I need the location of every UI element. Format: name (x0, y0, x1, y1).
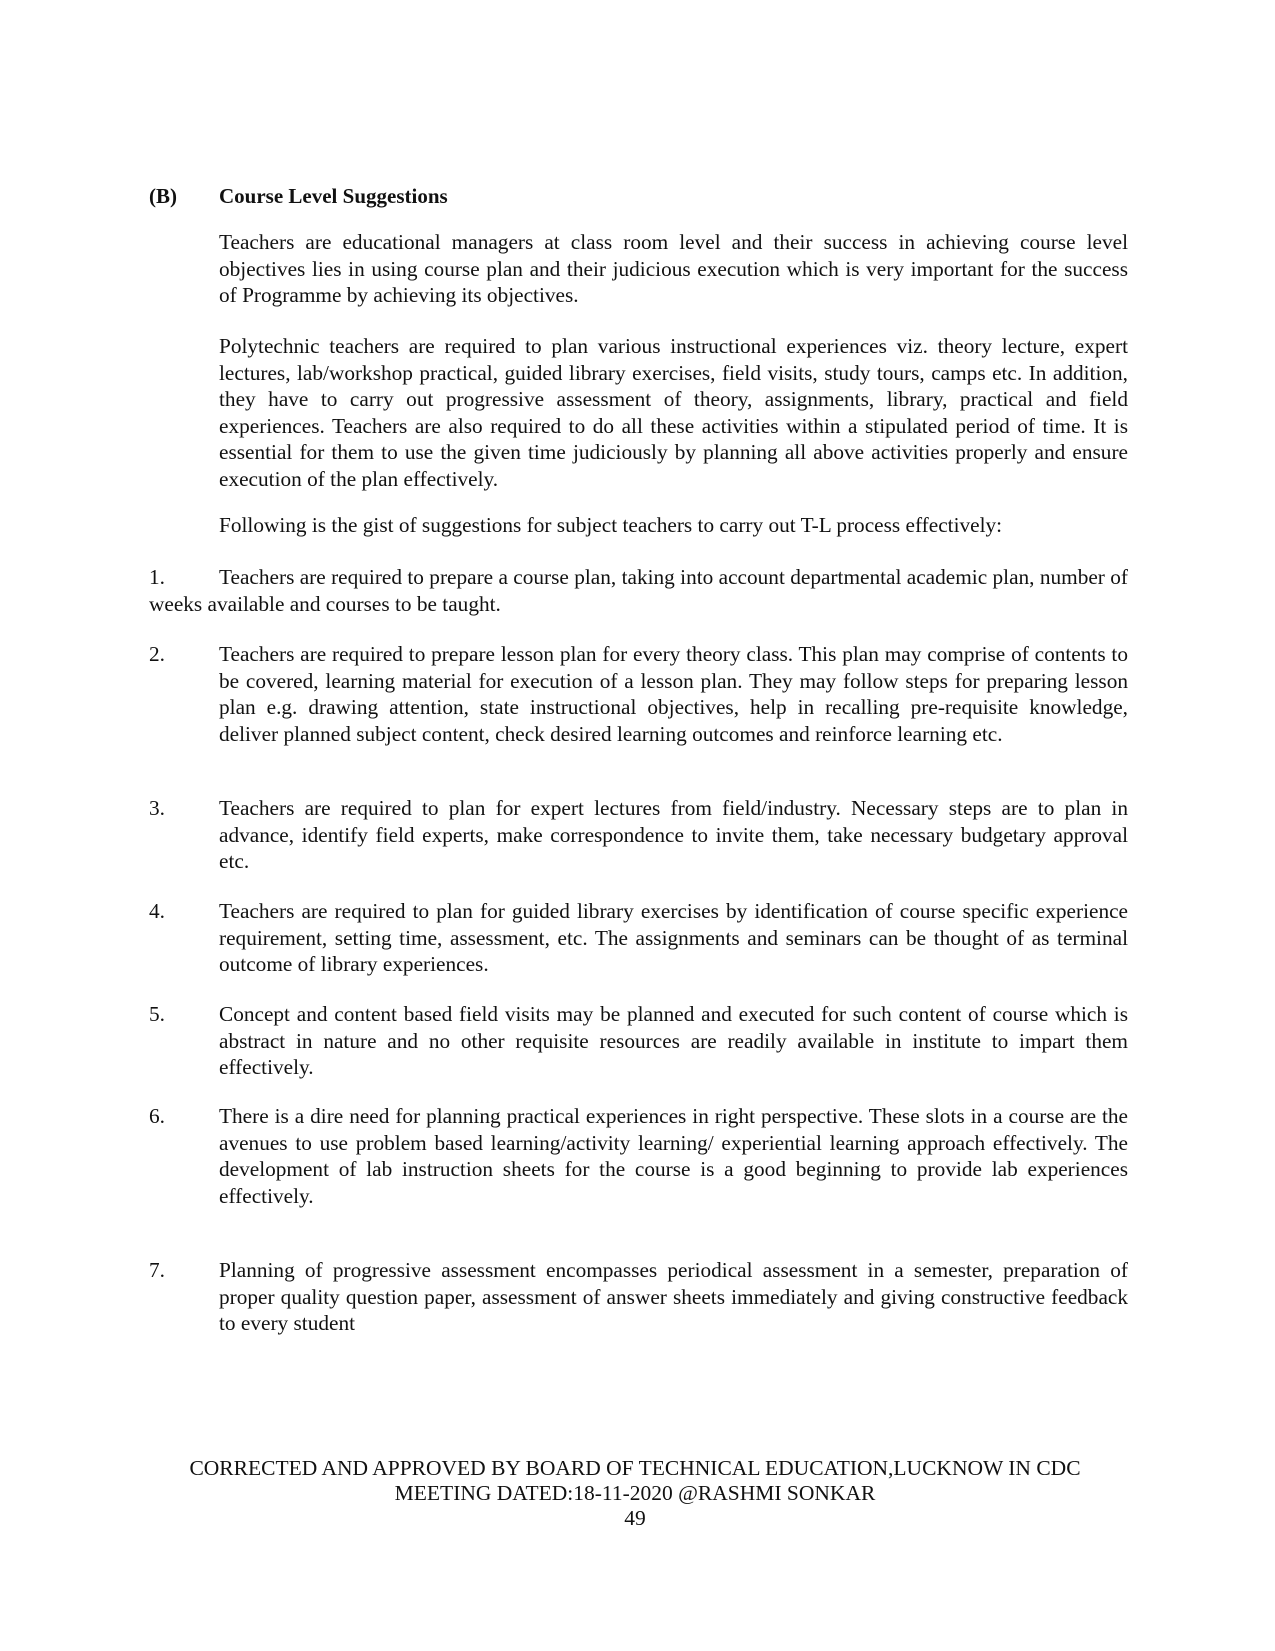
list-item (149, 1103, 1128, 1209)
list-item (149, 1001, 1128, 1081)
gist-paragraph: Following is the gist of suggestions for subject teachers to carry out T-L process effectively: (219, 513, 1003, 537)
list-item-number: 6. (149, 1104, 165, 1128)
section-heading (149, 183, 448, 210)
list-item (149, 898, 1128, 978)
list-item-number: 1. (149, 565, 165, 589)
page-number: 49 (624, 1506, 646, 1530)
intro-paragraph: Teachers are educational managers at class room level and their success in achieving course level objectives lies in using course plan and their judicious execution which is very important for the success of Programme by achieving its objectives. (219, 230, 1128, 308)
list-item-text: Teachers are required to prepare lesson plan for every theory class. This plan may comprise of contents to be covered, learning material for execution of a lesson plan. They may follow steps for preparing lesson plan e.g. drawing attention, state instructional objectives, help in recalling pre-requisite knowledge, deliver planned subject content, check desired learning outcomes and reinforce learning etc. (219, 642, 1128, 746)
footer-meeting-line: MEETING DATED:18-11-2020 @RASHMI SONKAR (394, 1481, 876, 1505)
list-item-text: There is a dire need for planning practical experiences in right perspective. These slots in a course are the avenues to use problem based learning/activity learning/ experiential learning approach effectively. The development of lab instruction sheets for the course is a good beginning to provide lab experiences effectively. (219, 1104, 1128, 1208)
section-label: (B) (149, 184, 177, 208)
list-item-number: 2. (149, 642, 165, 666)
list-item-number: 7. (149, 1258, 165, 1282)
section-title: Course Level Suggestions (219, 184, 448, 208)
list-item-number: 5. (149, 1002, 165, 1026)
list-item-number: 3. (149, 796, 165, 820)
list-item (149, 564, 1128, 617)
list-item (149, 795, 1128, 875)
list-item-number: 4. (149, 899, 165, 923)
list-item-text: Teachers are required to plan for guided library exercises by identification of course specific experience requirement, setting time, assessment, etc. The assignments and seminars can be thought of as terminal outcome of library experiences. (219, 899, 1128, 977)
footer-approval-line: CORRECTED AND APPROVED BY BOARD OF TECHNICAL EDUCATION,LUCKNOW IN CDC (189, 1456, 1081, 1480)
list-item (149, 1257, 1128, 1337)
polytechnic-paragraph: Polytechnic teachers are required to plan various instructional experiences viz. theory lecture, expert lectures, lab/workshop practical, guided library exercises, field visits, study tours, camps etc. In addition, they have to carry out progressive assessment of theory, assignments, library, practical and field experiences. Teachers are also required to do all these activities within a stipulated period of time. It is essential for them to use the given time judiciously by planning all above activities properly and ensure execution of the plan effectively. (219, 334, 1128, 491)
list-item-text: Teachers are required to prepare a course plan, taking into account departmental academic plan, number of weeks available and courses to be taught. (149, 565, 1128, 616)
page-footer (140, 1456, 1130, 1531)
list-item-text: Concept and content based field visits may be planned and executed for such content of course which is abstract in nature and no other requisite resources are readily available in institute to impart them effectively. (219, 1002, 1128, 1080)
list-item-text: Planning of progressive assessment encompasses periodical assessment in a semester, preparation of proper quality question paper, assessment of answer sheets immediately and giving constructive feedback to every student (219, 1258, 1128, 1336)
list-item-text: Teachers are required to plan for expert lectures from field/industry. Necessary steps are to plan in advance, identify field experts, make correspondence to invite them, take necessary budgetary approval etc. (219, 796, 1128, 874)
list-item (149, 641, 1128, 747)
